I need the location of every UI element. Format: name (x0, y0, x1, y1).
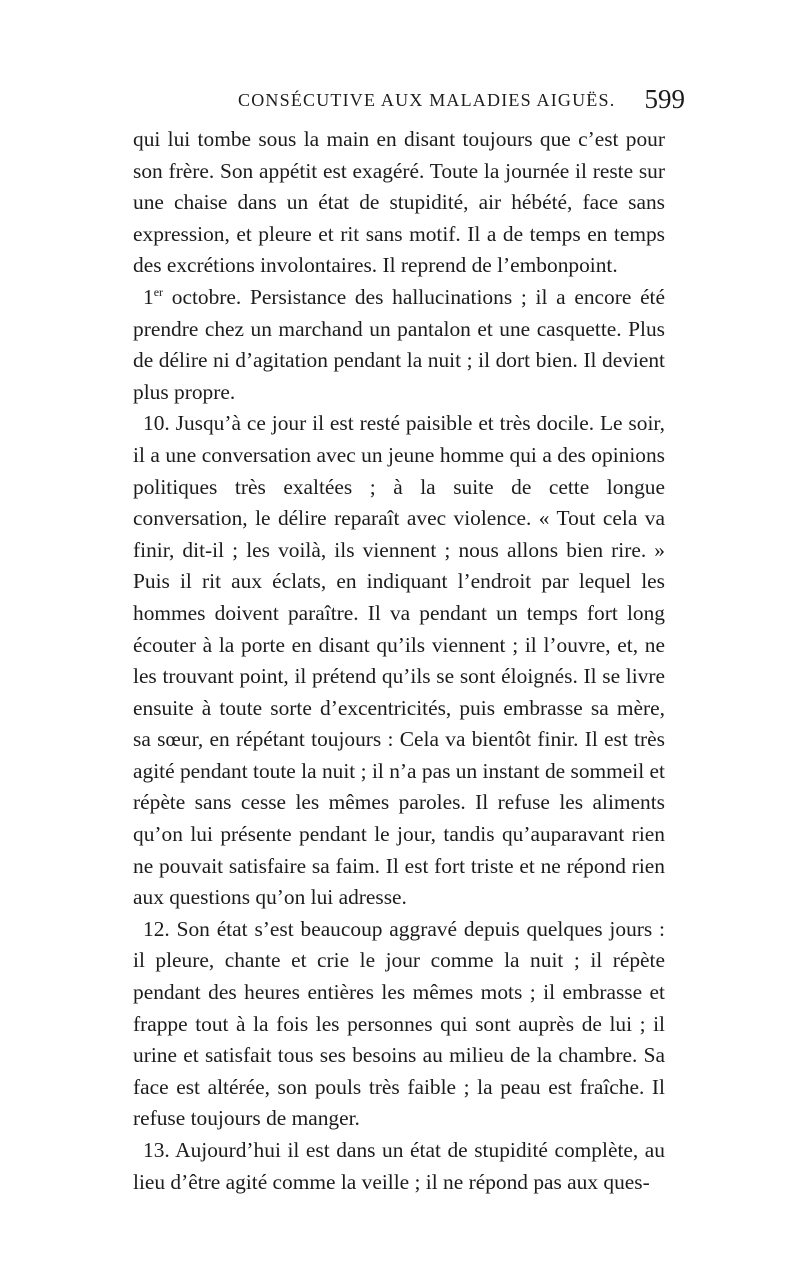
paragraph-text: qui lui tombe sous la main en disant toujours que c’est pour son frère. Son appétit est exagéré. Toute la journée il reste sur une chaise dans un état de stupidité, air hébété, face sans expression, et pleure et rit sans motif. Il a de temps en temps des excrétions involontaires. Il reprend de l’embonpoint. (133, 127, 665, 278)
paragraph-text: 12. Son état s’est beaucoup aggravé depuis quelques jours : il pleure, chante et crie le jour comme la nuit ; il répète pendant des heures entières les mêmes mots ; il embrasse et frappe tout à la fois les personnes qui sont auprès de lui ; il urine et satisfait tous ses besoins au milieu de la chambre. Sa face est altérée, son pouls très faible ; la peau est fraîche. Il refuse toujours de manger. (133, 916, 665, 1131)
page-header (133, 86, 685, 122)
paragraph-day-13 (133, 1135, 665, 1198)
paragraph-day-10 (133, 408, 665, 914)
paragraph-continuation (133, 124, 665, 282)
page-body (133, 124, 665, 1198)
paragraph-text: octobre. Persistance des hallucinations ; il a encore été prendre chez un marchand un pantalon et une casquette. Plus de délire ni d’agitation pendant la nuit ; il dort bien. Il devient plus propre. (133, 284, 665, 404)
page-number: 599 (644, 84, 685, 114)
ordinal-superscript: er (153, 284, 164, 299)
paragraph-text: 10. Jusqu’à ce jour il est resté paisible et très docile. Le soir, il a une conversation avec un jeune homme qui a des opinions politiques très exaltées ; à la suite de cette longue conversation, le délire reparaît avec violence. « Tout cela va finir, dit-il ; les voilà, ils viennent ; nous allons bien rire. » Puis il rit aux éclats, en indiquant l’endroit par lequel les hommes doivent paraître. Il va pendant un temps fort long écouter à la porte en disant qu’ils viennent ; il l’ouvre, et, ne les trouvant point, il prétend qu’ils se sont éloignés. Il se livre ensuite à toute sorte d’excentricités, puis embrasse sa mère, sa sœur, en répétant toujours : Cela va bientôt finir. Il est très agité pendant toute la nuit ; il n’a pas un instant de sommeil et répète sans cesse les mêmes paroles. Il refuse les aliments qu’on lui présente pendant le jour, tandis qu’auparavant rien ne pouvait satisfaire sa faim. Il est fort triste et ne répond rien aux questions qu’on lui adresse. (133, 411, 665, 910)
paragraph-october-1 (133, 282, 665, 408)
date-number: 1 (143, 284, 154, 309)
paragraph-day-12 (133, 914, 665, 1135)
running-head: CONSÉCUTIVE AUX MALADIES AIGUËS. (238, 90, 616, 110)
paragraph-text: 13. Aujourd’hui il est dans un état de stupidité complète, au lieu d’être agité comme la veille ; il ne répond pas aux ques- (133, 1138, 665, 1194)
